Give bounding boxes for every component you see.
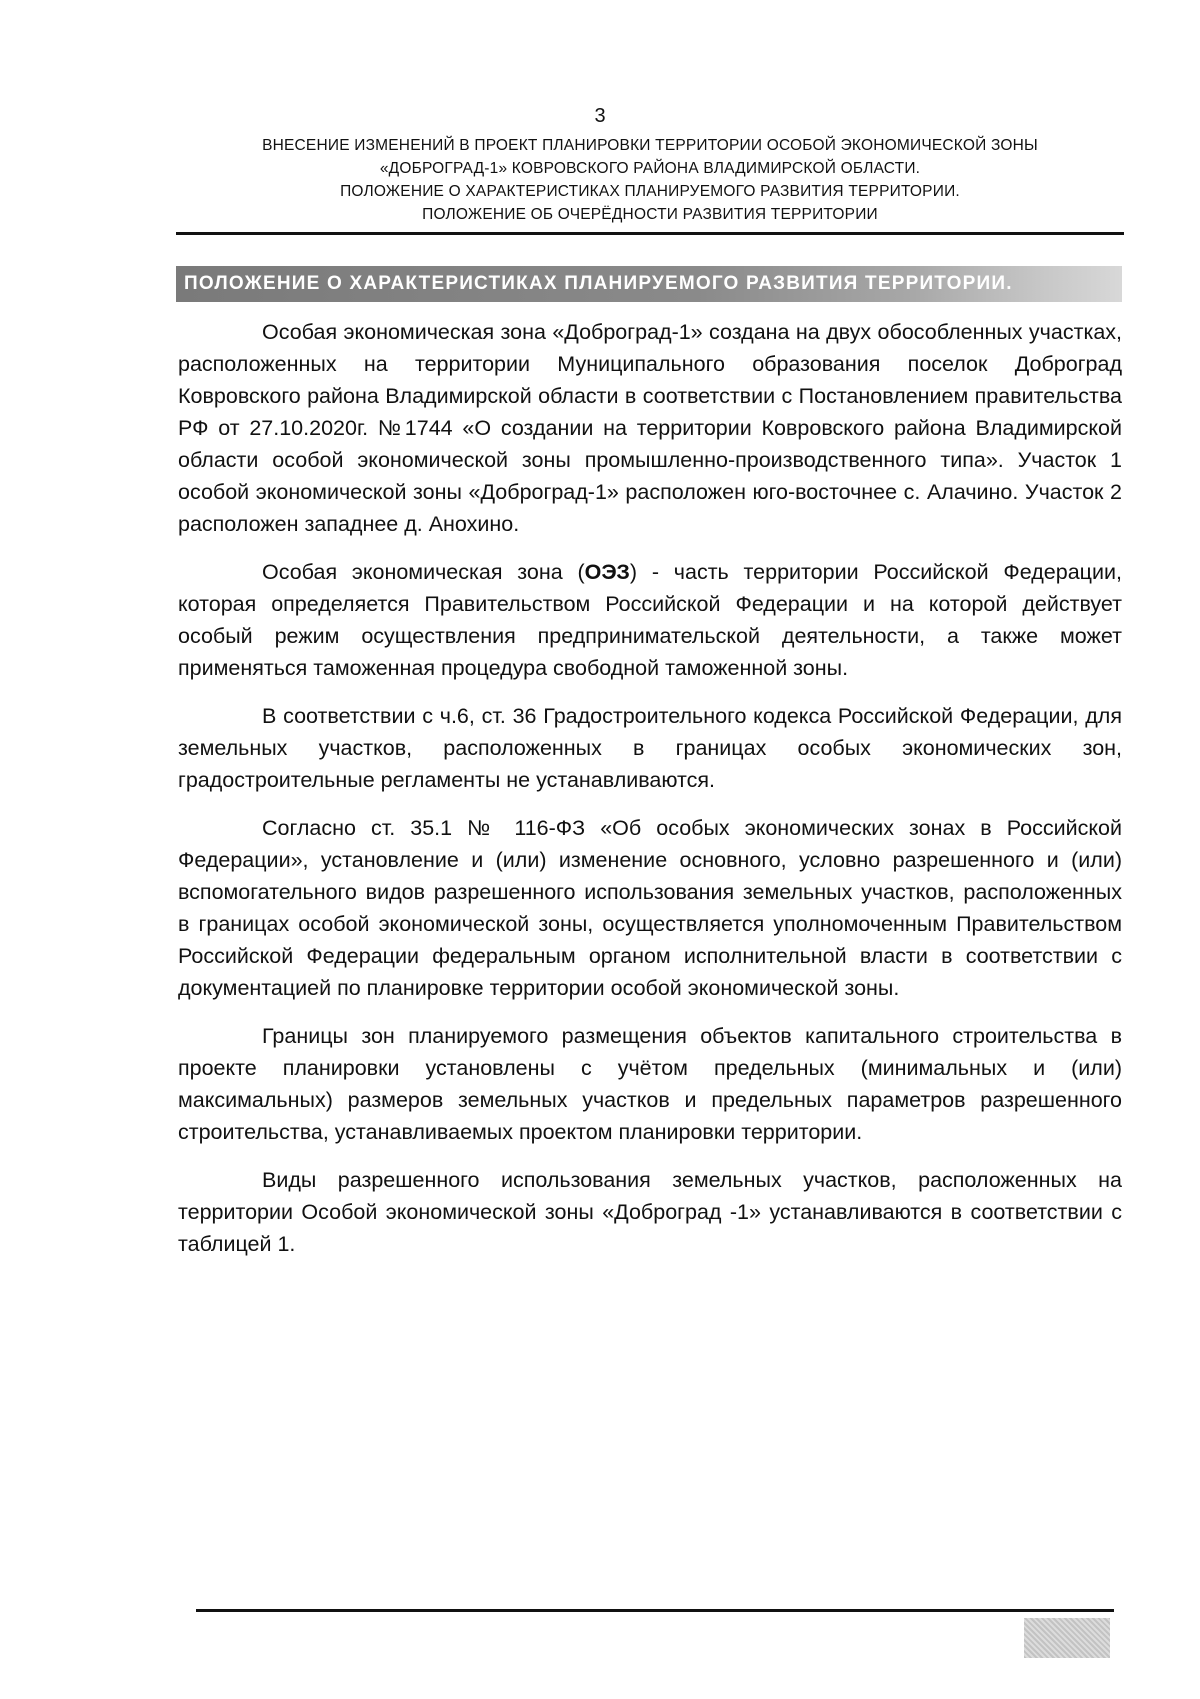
paragraph-6: Виды разрешенного использования земельных участков, расположенных на территории Особой экономической зоны «Доброград -1» устанавливаются в соответствии с таблицей 1. [178,1168,1122,1256]
paragraph-2-after: ) - часть территории Российской Федерации, которая определяется Правительством Российской Федерации и на которой действует особый режим осуществления предпринимательской деятельности, а также может применяться таможенная процедура свободной таможенной зоны. [178,560,1122,680]
header-line-2: «ДОБРОГРАД-1» КОВРОВСКОГО РАЙОНА ВЛАДИМИРСКОЙ ОБЛАСТИ. [379,160,921,177]
paragraph-3: В соответствии с ч.6, ст. 36 Градостроительного кодекса Российской Федерации, для земельных участков, расположенных в границах особых экономических зон, градостроительные регламенты не устанавливаются. [178,704,1122,792]
header-line-1: ВНЕСЕНИЕ ИЗМЕНЕНИЙ В ПРОЕКТ ПЛАНИРОВКИ ТЕРРИТОРИИ ОСОБОЙ ЭКОНОМИЧЕСКОЙ ЗОНЫ [262,137,1038,154]
footer-stamp-mark [1024,1618,1110,1658]
paragraph-1: Особая экономическая зона «Доброград-1» создана на двух обособленных участках, расположенных на территории Муниципального образования поселок Доброград Ковровского района Владимирской области в соответствии с Постановлением правительства РФ от 27.10.2020г. №1744 «О создании на территории Ковровского района Владимирской области особой экономической зоны промышленно-производственного типа». Участок 1 особой экономической зоны «Доброград-1» расположен юго-восточнее с. Алачино. Участок 2 расположен западнее д. Анохино. [178,320,1122,536]
paragraph-2-abbreviation: ОЭЗ [584,560,630,584]
paragraph-2-before: Особая экономическая зона ( [262,560,585,584]
header-line-3: ПОЛОЖЕНИЕ О ХАРАКТЕРИСТИКАХ ПЛАНИРУЕМОГО РАЗВИТИЯ ТЕРРИТОРИИ. [340,183,960,200]
header-line-4: ПОЛОЖЕНИЕ ОБ ОЧЕРЁДНОСТИ РАЗВИТИЯ ТЕРРИТОРИИ [422,206,878,223]
footer-divider [196,1609,1114,1612]
header-divider [176,232,1124,235]
document-header [178,134,1122,226]
paragraph-2 [178,556,1122,684]
page-number: 3 [594,105,606,127]
paragraph-4: Согласно ст. 35.1 № 116-ФЗ «Об особых экономических зонах в Российской Федерации», установление и (или) изменение основного, условно разрешенного и (или) вспомогательного видов разрешенного использования земельных участков, расположенных в границах особой экономической зоны, осуществляется уполномоченным Правительством Российской Федерации федеральным органом исполнительной власти в соответствии с документацией по планировке территории особой экономической зоны. [178,816,1122,1000]
paragraph-5: Границы зон планируемого размещения объектов капитального строительства в проекте планировки установлены с учётом предельных (минимальных и (или) максимальных) размеров земельных участков и предельных параметров разрешенного строительства, устанавливаемых проектом планировки территории. [178,1024,1122,1144]
section-title: ПОЛОЖЕНИЕ О ХАРАКТЕРИСТИКАХ ПЛАНИРУЕМОГО РАЗВИТИЯ ТЕРРИТОРИИ. [184,273,1013,294]
document-body [178,316,1122,1260]
section-title-banner [176,266,1122,302]
